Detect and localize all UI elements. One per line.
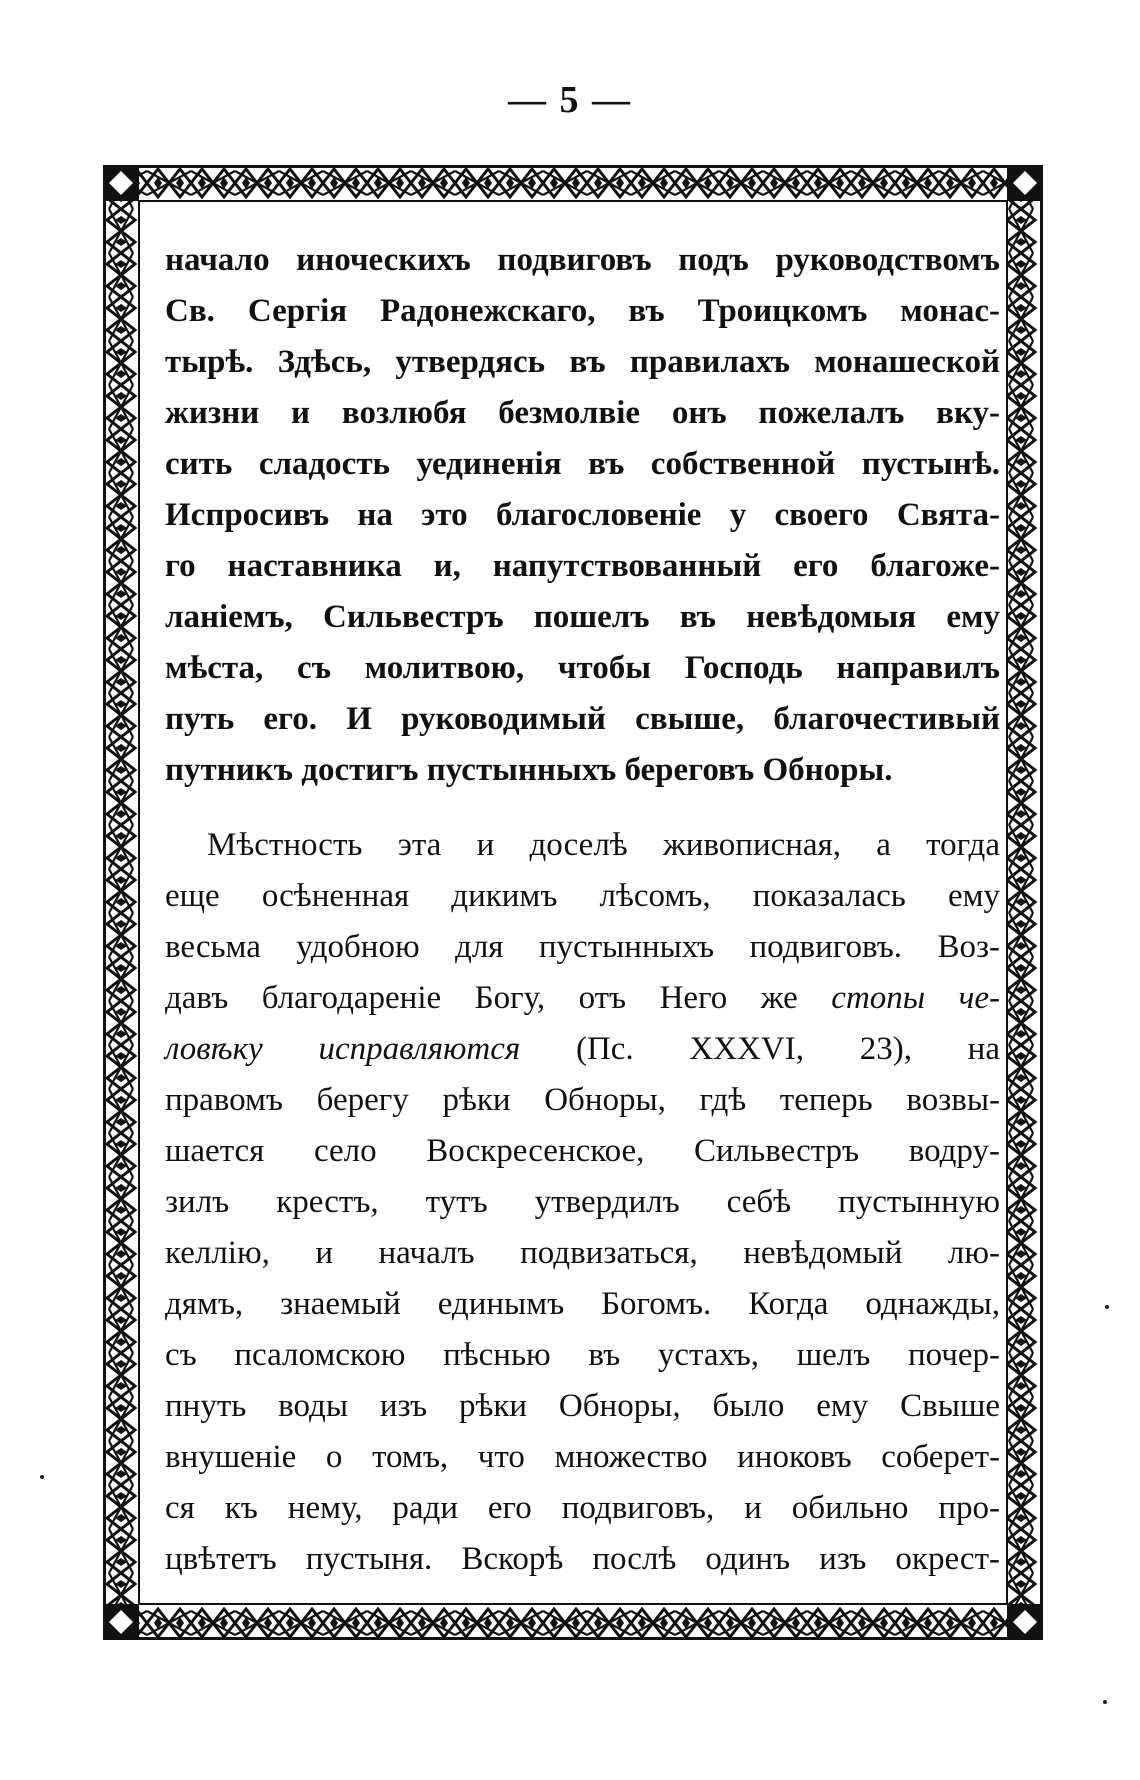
text-line: ся къ нему, ради его подвиговъ, и обильно про- — [165, 1490, 1000, 1526]
text-line: келлію, и началъ подвизаться, невѣдомый лю- — [165, 1235, 1000, 1271]
scripture-reference: (Пс. XXXVI, 23), на — [575, 1031, 1000, 1067]
scan-speck — [1103, 1700, 1107, 1704]
text-line: правомъ берегу рѣки Обноры, гдѣ теперь возвы- — [165, 1082, 1000, 1118]
text-line: го наставника и, напутствованный его благоже- — [165, 548, 1000, 584]
text-line: пнуть воды изъ рѣки Обноры, было ему Свыше — [165, 1388, 1000, 1424]
text-line: мѣста, съ молитвою, чтобы Господь направилъ — [165, 650, 1000, 686]
text-line: съ псаломскою пѣснью въ устахъ, шелъ почер- — [165, 1337, 1000, 1373]
text-run: давъ благодареніе Богу, отъ Него же — [165, 980, 798, 1016]
paragraph-1 — [165, 235, 1000, 796]
italic-quote: ловѣку исправляются — [165, 1031, 521, 1067]
text-line: Испросивъ на это благословеніе у своего Свята- — [165, 497, 1000, 533]
text-line: цвѣтетъ пустыня. Вскорѣ послѣ одинъ изъ окрест- — [165, 1541, 1000, 1577]
page-text — [165, 235, 1000, 1585]
text-line: начало иноческихъ подвиговъ подъ руководствомъ — [165, 242, 1000, 278]
text-line — [165, 1024, 1000, 1075]
scan-speck — [40, 1475, 44, 1479]
text-line: шается село Воскресенское, Сильвестръ водру- — [165, 1133, 1000, 1169]
text-line: Св. Сергія Радонежскаго, въ Троицкомъ монас- — [165, 293, 1000, 329]
text-line: дямъ, знаемый единымъ Богомъ. Когда однажды, — [165, 1286, 1000, 1322]
text-line: путь его. И руководимый свыше, благочестивый — [165, 701, 1000, 737]
scan-speck — [1105, 1305, 1109, 1309]
text-line: Мѣстность эта и доселѣ живописная, а тогда — [207, 827, 1000, 863]
text-line: весьма удобною для пустынныхъ подвиговъ. Воз- — [165, 929, 1000, 965]
paragraph-2 — [165, 820, 1000, 1585]
text-line: тырѣ. Здѣсь, утвердясь въ правилахъ монашеской — [165, 344, 1000, 380]
text-line: внушеніе о томъ, что множество иноковъ соберет- — [165, 1439, 1000, 1475]
text-line: путникъ достигъ пустынныхъ береговъ Обноры. — [165, 752, 893, 788]
text-line: зилъ крестъ, тутъ утвердилъ себѣ пустынную — [165, 1184, 1000, 1220]
italic-quote: стопы че- — [831, 980, 1000, 1016]
text-line: еще осѣненная дикимъ лѣсомъ, показалась ему — [165, 878, 1000, 914]
text-line: сить сладость уединенія въ собственной пустынѣ. — [165, 446, 1000, 482]
page-number: — 5 — — [508, 79, 632, 121]
text-line: ланіемъ, Сильвестръ пошелъ въ невѣдомыя ему — [165, 599, 1000, 635]
text-line: жизни и возлюбя безмолвіе онъ пожелалъ вку- — [165, 395, 1000, 431]
text-line — [165, 973, 1000, 1024]
